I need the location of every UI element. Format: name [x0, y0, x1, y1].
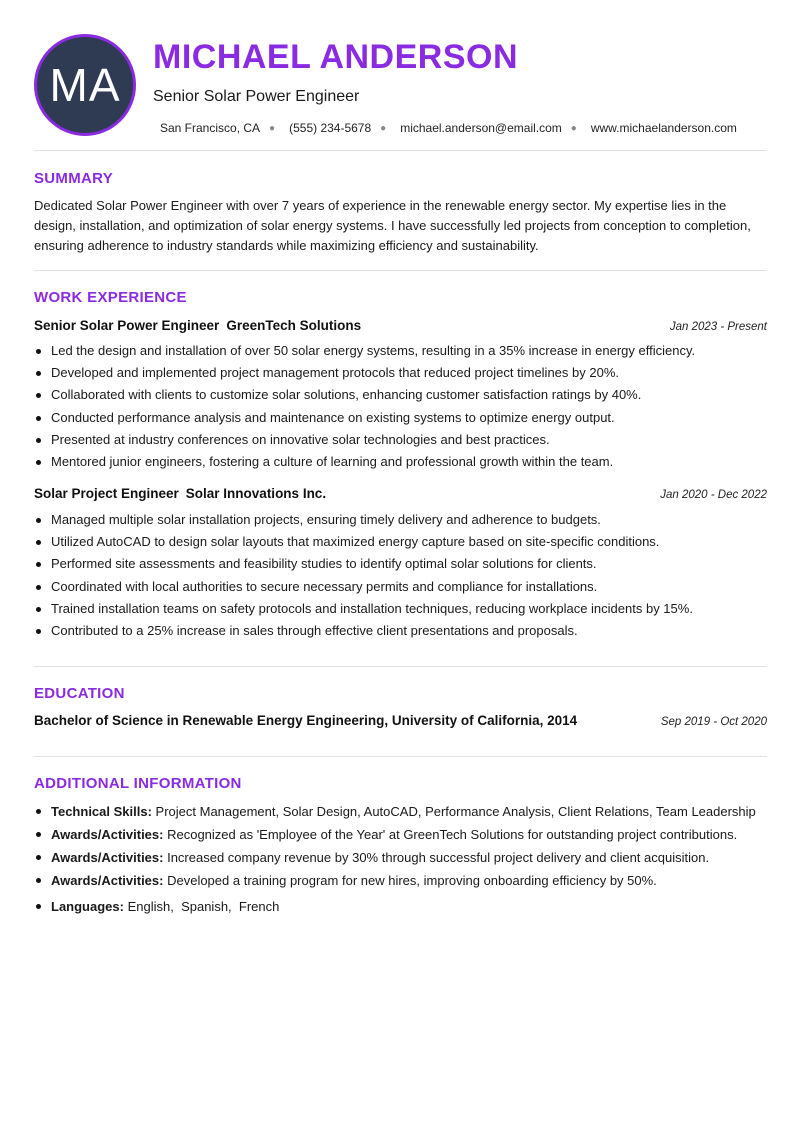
list-item: Mentored junior engineers, fostering a culture of learning and professional growth within the team. — [34, 451, 774, 473]
item-text: English, Spanish, French — [127, 899, 280, 914]
item-label: Awards/Activities: — [51, 873, 164, 888]
education-dates: Sep 2019 - Oct 2020 — [660, 716, 767, 728]
candidate-title: Senior Solar Power Engineer — [153, 88, 360, 105]
list-item: Coordinated with local authorities to secure necessary permits and compliance for installations. — [34, 576, 774, 598]
list-item: Trained installation teams on safety protocols and installation techniques, reducing workplace incidents by 15%. — [34, 598, 774, 620]
contact-line — [160, 121, 737, 135]
divider — [34, 270, 767, 271]
list-item — [34, 800, 774, 823]
list-item: Presented at industry conferences on innovative solar technologies and best practices. — [34, 429, 774, 451]
contact-phone: (555) 234-5678 — [289, 121, 372, 135]
contact-website[interactable]: www.michaelanderson.com — [590, 121, 737, 135]
list-item: Developed and implemented project management protocols that reduced project timelines by 20%. — [34, 362, 774, 384]
item-text: Developed a training program for new hires, improving onboarding efficiency by 50%. — [167, 873, 657, 888]
divider — [34, 150, 767, 151]
candidate-name: MICHAEL ANDERSON — [153, 38, 519, 76]
item-label: Awards/Activities: — [51, 850, 164, 865]
job-header — [34, 486, 767, 501]
education-heading: EDUCATION — [34, 685, 125, 702]
divider — [34, 756, 767, 757]
education-degree: Bachelor of Science in Renewable Energy Engineering, University of California, 2014 — [34, 713, 578, 728]
list-item — [34, 869, 774, 892]
summary-heading: SUMMARY — [34, 170, 114, 187]
job-header — [34, 318, 767, 333]
job-role: Solar Project Engineer — [34, 486, 179, 501]
job-dates: Jan 2023 - Present — [669, 321, 767, 333]
avatar — [34, 34, 136, 136]
list-item — [34, 895, 774, 918]
separator-dot-icon: ● — [570, 122, 577, 134]
list-item: Conducted performance analysis and maintenance on existing systems to optimize energy output. — [34, 407, 774, 429]
summary-text: Dedicated Solar Power Engineer with over 7 years of experience in the renewable energy sector. My expertise lies in the design, installation, and optimization of solar energy systems. I have successfully led projects from conception to completion, ensuring adherence to industry standards while maximizing efficiency and sustainability. — [34, 198, 751, 253]
item-text: Recognized as 'Employee of the Year' at GreenTech Solutions for outstanding project contributions. — [167, 827, 738, 842]
additional-heading: ADDITIONAL INFORMATION — [34, 775, 242, 792]
list-item: Managed multiple solar installation projects, ensuring timely delivery and adherence to budgets. — [34, 509, 774, 531]
divider — [34, 666, 767, 667]
avatar-initials: MA — [49, 59, 121, 111]
list-item: Utilized AutoCAD to design solar layouts that maximized energy capture based on site-specific conditions. — [34, 531, 774, 553]
list-item: Collaborated with clients to customize solar solutions, enhancing customer satisfaction ratings by 40%. — [34, 384, 774, 406]
list-item: Led the design and installation of over 50 solar energy systems, resulting in a 35% increase in energy efficiency. — [34, 340, 774, 362]
item-label: Languages: — [51, 899, 124, 914]
job-bullets — [34, 509, 774, 642]
job-company: GreenTech Solutions — [226, 318, 362, 333]
item-text: Project Management, Solar Design, AutoCAD, Performance Analysis, Client Relations, Team Leadership — [155, 804, 756, 819]
job-bullets — [34, 340, 774, 473]
contact-email[interactable]: michael.anderson@email.com — [400, 121, 562, 135]
job-dates: Jan 2020 - Dec 2022 — [660, 489, 767, 501]
list-item: Performed site assessments and feasibility studies to identify optimal solar solutions for clients. — [34, 553, 774, 575]
contact-location: San Francisco, CA — [160, 121, 261, 135]
separator-dot-icon: ● — [380, 122, 387, 134]
experience-heading: WORK EXPERIENCE — [34, 289, 187, 306]
job-title-line — [34, 318, 361, 333]
item-label: Awards/Activities: — [51, 827, 164, 842]
list-item — [34, 846, 774, 869]
additional-list — [34, 800, 774, 918]
job-title-line — [34, 486, 326, 501]
separator-dot-icon: ● — [269, 122, 276, 134]
item-text: Increased company revenue by 30% through successful project delivery and client acquisition. — [167, 850, 710, 865]
list-item — [34, 823, 774, 846]
item-label: Technical Skills: — [51, 804, 152, 819]
list-item: Contributed to a 25% increase in sales through effective client presentations and proposals. — [34, 620, 774, 642]
job-company: Solar Innovations Inc. — [185, 486, 327, 501]
job-role: Senior Solar Power Engineer — [34, 318, 220, 333]
education-entry — [34, 713, 767, 728]
